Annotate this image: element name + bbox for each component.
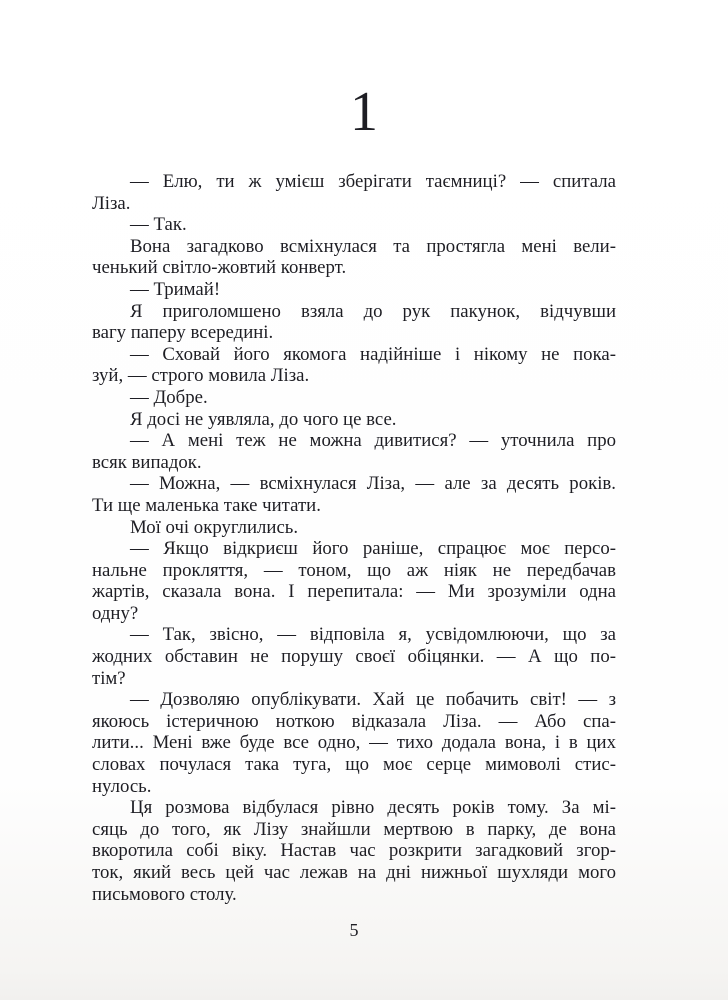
text-line: тім?: [92, 667, 126, 689]
paragraph: [92, 797, 616, 905]
text-line: жодних обставин не порушу своєї обіцянки. — А що по-: [92, 646, 616, 668]
paragraph: [92, 624, 616, 689]
text-line: Я приголомшено взяла до рук пакунок, відчувши: [130, 300, 616, 322]
text-line: одну?: [92, 602, 139, 624]
text-line: зуй, — строго мовила Ліза.: [92, 365, 310, 387]
text-line: Ліза.: [92, 192, 131, 214]
paragraph: [92, 236, 616, 279]
text-line: нальне прокляття, — тоном, що аж ніяк не передбачав: [92, 559, 616, 581]
paragraph: [92, 538, 616, 624]
text-line: ток, який весь цей час лежав на дні нижньої шухляди мого: [92, 862, 616, 883]
text-line: — Елю, ти ж умієш зберігати таємниці? — спитала: [130, 171, 616, 192]
text-line: — Тримай!: [130, 278, 221, 300]
text-line: сяць до того, як Лізу знайшли мертвою в парку, де вона: [92, 818, 616, 840]
paragraph: [92, 473, 616, 516]
text-line: вагу паперу всередині.: [92, 322, 274, 344]
text-line: вкоротила собі віку. Настав час розкрити загадковий згор-: [92, 840, 616, 862]
text-line: нулось.: [92, 775, 152, 797]
paragraph: [92, 387, 616, 409]
paragraph: [92, 517, 616, 539]
chapter-number: 1: [350, 81, 378, 143]
paragraph: [92, 430, 616, 473]
text-line: — Можна, — всміхнулася Ліза, — але за десять років.: [130, 473, 616, 495]
paragraph: [92, 301, 616, 344]
text-line: Ця розмова відбулася рівно десять років тому. За мі-: [130, 797, 616, 819]
text-line: Мої очі округлились.: [130, 516, 299, 538]
text-line: ченький світло-жовтий конверт.: [92, 257, 347, 279]
text-line: — А мені теж не можна дивитися? — уточнила про: [130, 430, 616, 452]
text-line: Я досі не уявляла, до чого це все.: [130, 408, 397, 430]
text-line: письмового столу.: [92, 883, 237, 905]
text-line: якоюсь істеричною ноткою відказала Ліза. — Або спа-: [92, 710, 616, 732]
text-line: — Так.: [130, 214, 187, 236]
paragraph: [92, 279, 616, 301]
text-line: — Дозволяю опублікувати. Хай це побачить світ! — з: [130, 689, 616, 711]
paragraph: [92, 409, 616, 431]
text-line: всяк випадок.: [92, 451, 202, 473]
text-line: Ти ще маленька таке читати.: [92, 494, 321, 516]
page-number: 5: [349, 920, 359, 941]
text-line: — Так, звісно, — відповіла я, усвідомлюючи, що за: [130, 624, 616, 646]
text-line: — Добре.: [130, 386, 208, 408]
paragraph: [92, 689, 616, 797]
text-line: жартів, сказала вона. І перепитала: — Ми зрозуміли одна: [92, 581, 616, 603]
paragraph: [92, 344, 616, 387]
text-line: лити... Мені вже буде все одно, — тихо додала вона, і в цих: [92, 732, 616, 754]
text-line: Вона загадково всміхнулася та простягла мені вели-: [130, 235, 616, 257]
page-body: [92, 171, 616, 905]
text-line: — Якщо відкриєш його раніше, спрацює моє персо-: [130, 538, 616, 560]
paragraph: [92, 171, 616, 214]
paragraph: [92, 214, 616, 236]
text-line: — Сховай його якомога надійніше і нікому не пока-: [130, 343, 616, 365]
text-line: словах почулася така туга, що моє серце мимоволі стис-: [92, 754, 616, 776]
